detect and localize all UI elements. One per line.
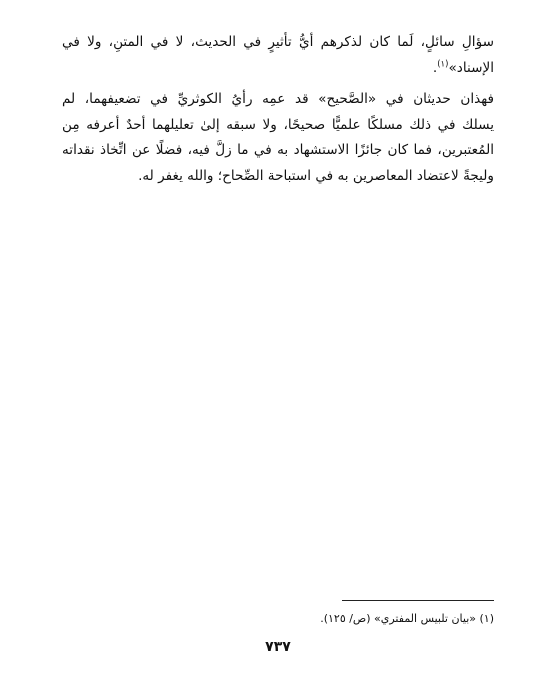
text-line: المُعتبرين، فما كان جائزًا الاستشهاد به في ما زلَّ فيه، فضلًا عن اتِّخاذ نقداته — [62, 142, 494, 158]
footnote: (١) «بيان تلبيس المفتري» (ص/ ١٢٥). — [320, 612, 494, 625]
footnote-reference: (١) — [437, 58, 449, 69]
text-line: فهذان حديثان في «الصَّحيح» قد عمِه رأيُ الكوثريِّ في تضعيفهما، لم — [62, 91, 494, 107]
page-number: ٧٣٧ — [265, 639, 291, 655]
main-text — [62, 30, 494, 189]
text-segment: . — [432, 59, 438, 76]
text-line: يسلك في ذلك مسلكًا علميًّا صحيحًا، ولا سبقه إلىٰ تعليلهما أحدٌ أعرفه مِن — [62, 116, 494, 133]
text-line: سؤالِ سائلٍ، لَما كان لذكرهم أيُّ تأثيرٍ في الحديث، لا في المتنِ، ولا في — [62, 34, 494, 50]
text-line — [62, 56, 494, 82]
text-segment: الإسناد» — [448, 59, 494, 76]
footnote-separator — [342, 600, 494, 601]
text-line: وليجةً لاعتضاد المعاصرين به في استباحة الصِّحاح؛ والله يغفر له. — [138, 167, 494, 184]
